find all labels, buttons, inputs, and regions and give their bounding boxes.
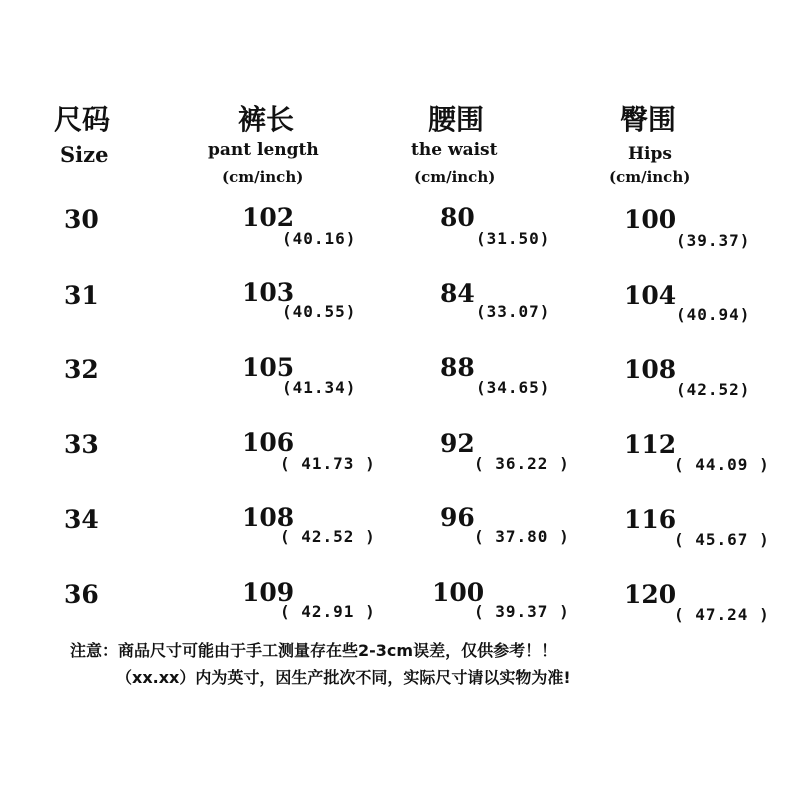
waist-cm: 100	[432, 578, 485, 607]
length-cm: 105	[242, 353, 295, 382]
hips-inch: (39.37)	[676, 231, 751, 250]
waist-inch: ( 39.37 )	[474, 602, 570, 621]
length-inch: (40.16)	[282, 229, 357, 248]
length-cm: 108	[242, 503, 295, 532]
waist-inch: (34.65)	[476, 378, 551, 397]
waist-cm: 80	[440, 203, 475, 232]
waist-cm: 88	[440, 353, 475, 382]
hips-inch: (42.52)	[676, 380, 751, 399]
header-length-cn: 裤长	[238, 103, 295, 136]
hips-inch: ( 47.24 )	[674, 605, 770, 624]
header-waist-cn: 腰围	[428, 103, 485, 136]
header-waist-unit: (cm/inch)	[414, 168, 496, 186]
length-cm: 102	[242, 203, 295, 232]
hips-cm: 104	[624, 281, 677, 310]
length-inch: ( 42.52 )	[280, 527, 376, 546]
note-inch-explanation: （xx.xx）内为英寸，因生产批次不同，实际尺寸请以实物为准!	[116, 668, 571, 687]
waist-inch: (31.50)	[476, 229, 551, 248]
size-value: 33	[64, 430, 99, 459]
hips-inch: ( 45.67 )	[674, 530, 770, 549]
hips-cm: 120	[624, 580, 677, 609]
waist-cm: 96	[440, 503, 475, 532]
header-hips-en: Hips	[628, 144, 672, 164]
length-cm: 103	[242, 278, 295, 307]
hips-cm: 108	[624, 355, 677, 384]
size-value: 30	[64, 205, 99, 234]
hips-inch: ( 44.09 )	[674, 455, 770, 474]
header-size-en: Size	[60, 142, 109, 167]
hips-cm: 112	[624, 430, 677, 459]
header-hips-cn: 臀围	[620, 103, 677, 136]
length-cm: 109	[242, 578, 295, 607]
length-inch: ( 42.91 )	[280, 602, 376, 621]
hips-cm: 100	[624, 205, 677, 234]
size-value: 34	[64, 505, 99, 534]
size-value: 36	[64, 580, 99, 609]
waist-inch: ( 36.22 )	[474, 454, 570, 473]
header-waist-en: the waist	[411, 140, 498, 160]
length-inch: (40.55)	[282, 302, 357, 321]
length-inch: (41.34)	[282, 378, 357, 397]
waist-inch: ( 37.80 )	[474, 527, 570, 546]
note-measurement-error: 注意：商品尺寸可能由于手工测量存在些2-3cm误差，仅供参考！！	[70, 641, 558, 660]
size-value: 32	[64, 355, 99, 384]
header-length-en: pant length	[208, 140, 319, 160]
header-size-cn: 尺码	[54, 103, 111, 136]
hips-inch: (40.94)	[676, 305, 751, 324]
waist-cm: 92	[440, 429, 475, 458]
waist-inch: (33.07)	[476, 302, 551, 321]
header-hips-unit: (cm/inch)	[609, 168, 691, 186]
waist-cm: 84	[440, 279, 475, 308]
size-value: 31	[64, 281, 99, 310]
hips-cm: 116	[624, 505, 677, 534]
header-length-unit: (cm/inch)	[222, 168, 304, 186]
length-inch: ( 41.73 )	[280, 454, 376, 473]
length-cm: 106	[242, 428, 295, 457]
